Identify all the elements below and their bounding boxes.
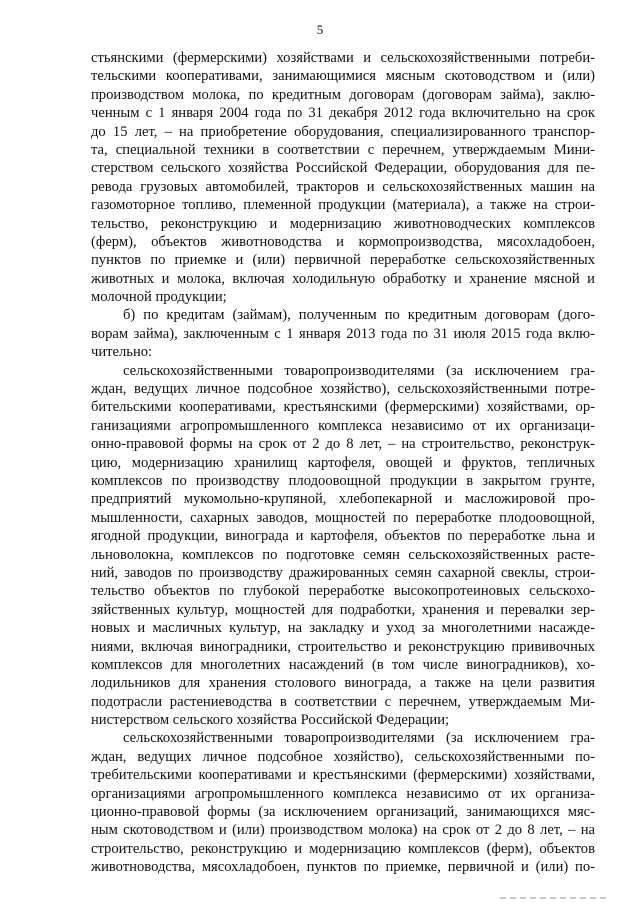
text-line: зяйственных культур, мощностей для подработки, хранения и перевалки зер- <box>91 601 595 618</box>
text-line: ягодной продукции, винограда и картофеля, объектов по переработке льна и <box>91 528 595 545</box>
text-line: тельство объектов по глубокой переработке высокопротеиновых сельскохо- <box>91 583 595 600</box>
text-line: ниями, включая виноградники, строительство и реконструкцию прививочных <box>91 638 595 655</box>
document-body <box>91 49 595 877</box>
text-line: онно-правовой формы на срок от 2 до 8 лет, – на строительство, реконструк- <box>91 436 595 453</box>
text-line: комплексов для многолетних насаждений (в том числе виноградников), хо- <box>91 656 595 673</box>
text-line: ганизациями агропромышленного комплекса независимо от их организаци- <box>91 417 595 434</box>
text-line: животноводства, мясохладобоен, пунктов по приемке, первичной и (или) по- <box>91 859 595 876</box>
text-line: цию, модернизацию хранилищ картофеля, овощей и фруктов, тепличных <box>91 454 595 471</box>
text-line: тельство, реконструкцию и модернизацию животноводческих комплексов <box>91 215 595 232</box>
text-line: пунктов по приемке и (или) первичной переработке сельскохозяйственных <box>91 252 595 269</box>
text-line: ний, заводов по производству дражированных семян сахарной свеклы, строи- <box>91 564 595 581</box>
page-number: 5 <box>316 22 324 37</box>
text-line: лодильников для хранения столового винограда, а также на цели развития <box>91 675 595 692</box>
text-line: мышленности, сахарных заводов, мощностей по переработке плодоовощной, <box>91 509 595 526</box>
text-line: б) по кредитам (займам), полученным по кредитным договорам (дого- <box>123 307 595 324</box>
text-line: комплексов по производству плодоовощной продукции в закрытом грунте, <box>91 472 595 489</box>
scan-artifact <box>500 897 610 899</box>
text-line: стерством сельского хозяйства Российской Федерации, оборудования для пе- <box>91 160 595 177</box>
text-line: ворам займа), заключенным с 1 января 2013 года по 31 июля 2015 года вклю- <box>91 325 595 342</box>
text-line: строительство, реконструкцию и модернизацию комплексов (ферм), объектов <box>91 840 595 857</box>
text-line: ревода грузовых автомобилей, тракторов и сельскохозяйственных машин на <box>91 178 595 195</box>
text-line: газомоторное топливо, племенной продукции (материала), а также на строи- <box>91 197 595 214</box>
text-line: стьянскими (фермерскими) хозяйствами и сельскохозяйственными потреби- <box>91 50 595 66</box>
text-line: до 15 лет, – на приобретение оборудования, специализированного транспор- <box>91 123 595 140</box>
text-line: молочной продукции; <box>91 289 227 306</box>
text-line: ждан, ведущих личное подсобное хозяйство), сельскохозяйственными по- <box>91 748 595 765</box>
text-line: требительскими кооперативами и крестьянскими (фермерскими) хозяйствами, <box>91 767 595 784</box>
text-line: бительскими кооперативами, крестьянскими (фермерскими) хозяйствами, ор- <box>91 399 595 416</box>
text-line: нистерством сельского хозяйства Российской Федерации; <box>91 712 450 729</box>
text-line: производством молока, по кредитным договорам (договорам займа), заклю- <box>91 86 595 103</box>
text-line: подотрасли растениеводства в соответствии с перечнем, утверждаемым Ми- <box>91 693 595 710</box>
text-line: (ферм), объектов животноводства и кормопроизводства, мясохладобоен, <box>91 233 595 250</box>
text-line: новых и масличных культур, на закладку и уход за многолетними насажде- <box>91 620 595 637</box>
text-line: сельскохозяйственными товаропроизводителями (за исключением гра- <box>123 730 595 747</box>
text-line: сельскохозяйственными товаропроизводителями (за исключением гра- <box>123 362 595 379</box>
text-line: предприятий мукомольно-крупяной, хлебопекарной и масложировой про- <box>91 491 595 508</box>
text-line: та, специальной техники в соответствии с перечнем, утверждаемым Мини- <box>91 141 595 158</box>
text-line: льноволокна, комплексов по подготовке семян сельскохозяйственных расте- <box>91 546 595 563</box>
text-line: ждан, ведущих личное подсобное хозяйство), сельскохозяйственными потре- <box>91 381 595 398</box>
text-line: тельскими кооперативами, занимающимися мясным скотоводством и (или) <box>91 68 595 85</box>
text-line: ционно-правовой формы (за исключением организаций, занимающихся мяс- <box>91 804 595 821</box>
text-line: ным скотоводством и (или) производством молока) на срок от 2 до 8 лет, – на <box>91 822 595 839</box>
text-line: животных и молока, включая холодильную обработку и хранение мясной и <box>91 270 595 287</box>
text-line: чительно: <box>91 344 153 361</box>
text-line: организациями агропромышленного комплекса независимо от их организа- <box>91 785 595 802</box>
text-line: ченным с 1 января 2004 года по 31 декабря 2012 года включительно на срок <box>91 105 595 122</box>
